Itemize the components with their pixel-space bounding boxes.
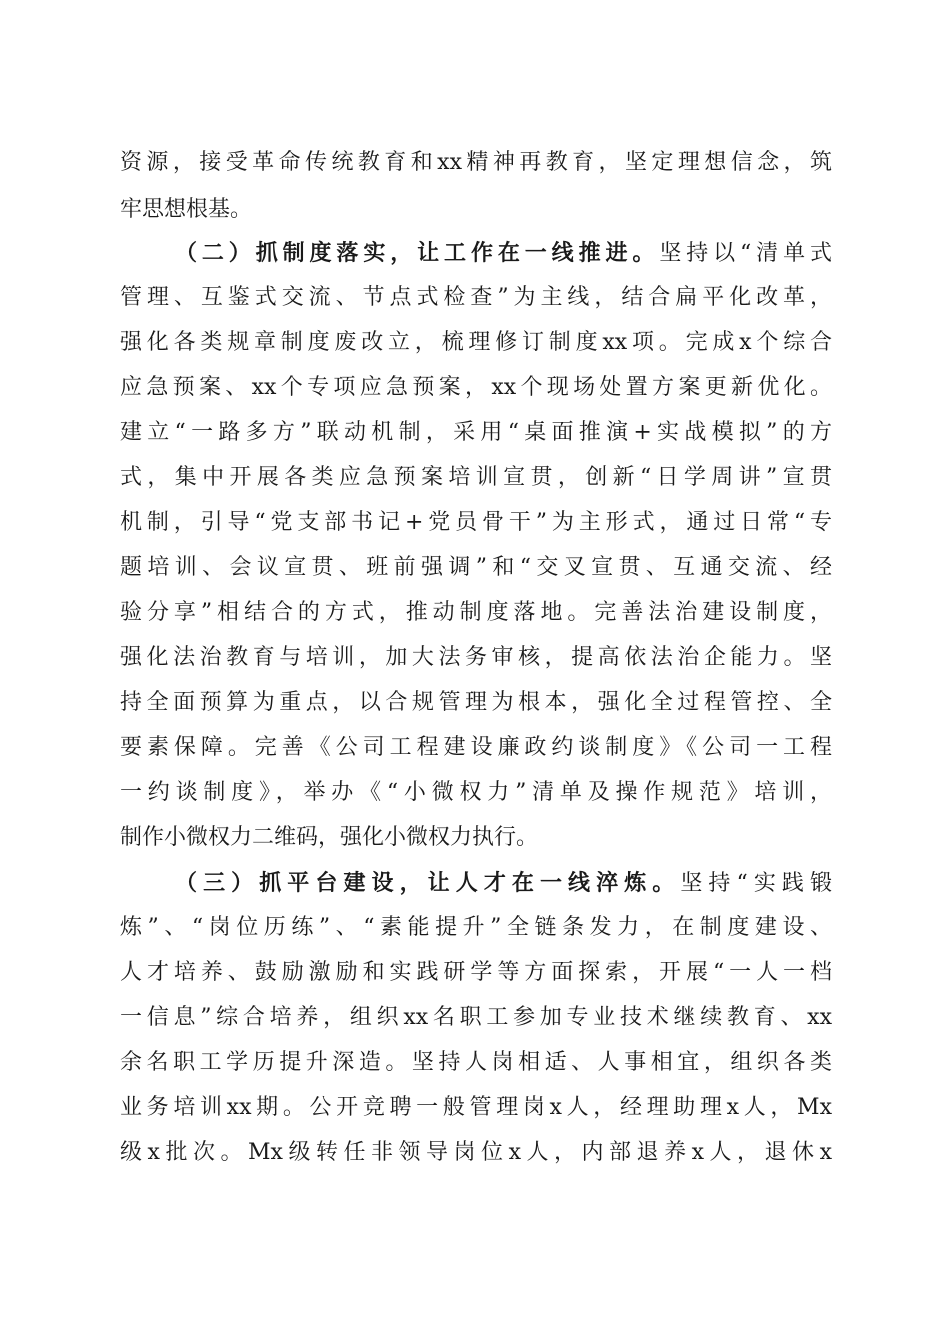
body-text-line: 制作小微权力二维码，强化小微权力执行。 xyxy=(120,825,539,850)
body-text-line: 题培训、会议宣贯、班前强调”和“交叉宣贯、互通交流、经 xyxy=(120,555,832,580)
body-text: 坚持以“清单式 xyxy=(659,241,832,266)
body-text-line: 业务培训xx期。公开竞聘一般管理岗x人，经理助理x人，Mx xyxy=(120,1095,832,1120)
body-text-line: 建立“一路多方”联动机制，采用“桌面推演+实战模拟”的方 xyxy=(120,420,832,445)
body-text-line: 级x批次。Mx级转任非领导岗位x人，内部退养x人，退休x xyxy=(120,1140,832,1165)
body-text-line: 强化各类规章制度废改立，梳理修订制度xx项。完成x个综合 xyxy=(120,330,832,355)
body-text-line: 应急预案、xx个专项应急预案，xx个现场处置方案更新优化。 xyxy=(120,375,832,400)
body-text-line: 管理、互鉴式交流、节点式检查”为主线，结合扁平化改革， xyxy=(120,285,832,310)
body-text-line: 牢思想根基。 xyxy=(120,197,253,222)
body-text: 坚持“实践锻 xyxy=(680,871,832,896)
paragraph-first-line xyxy=(175,238,832,268)
body-text-line: 资源，接受革命传统教育和xx精神再教育，坚定理想信念，筑 xyxy=(120,150,832,175)
section-heading-2: （二）抓制度落实，让工作在一线推进。 xyxy=(175,240,660,266)
body-text-line: 式，集中开展各类应急预案培训宣贯，创新“日学周讲”宣贯 xyxy=(120,465,832,490)
body-text-line: 机制，引导“党支部书记+党员骨干”为主形式，通过日常“专 xyxy=(120,510,832,535)
body-text-line: 强化法治教育与培训，加大法务审核，提高依法治企能力。坚 xyxy=(120,645,832,670)
body-text-line: 余名职工学历提升深造。坚持人岗相适、人事相宜，组织各类 xyxy=(120,1050,832,1075)
body-text-line: 一约谈制度》，举办《“小微权力”清单及操作规范》培训， xyxy=(120,780,832,805)
body-text-line: 验分享”相结合的方式，推动制度落地。完善法治建设制度， xyxy=(120,600,832,625)
body-text-line: 要素保障。完善《公司工程建设廉政约谈制度》《公司一工程 xyxy=(120,735,832,760)
body-text-line: 人才培养、鼓励激励和实践研学等方面探索，开展“一人一档 xyxy=(120,960,832,985)
body-text-line: 炼”、“岗位历练”、“素能提升”全链条发力，在制度建设、 xyxy=(120,915,832,940)
body-text-line: 持全面预算为重点，以合规管理为根本，强化全过程管控、全 xyxy=(120,690,832,715)
section-heading-3: （三）抓平台建设，让人才在一线淬炼。 xyxy=(175,870,681,896)
body-text-line: 一信息”综合培养，组织xx名职工参加专业技术继续教育、xx xyxy=(120,1005,832,1030)
paragraph-first-line xyxy=(175,868,832,898)
